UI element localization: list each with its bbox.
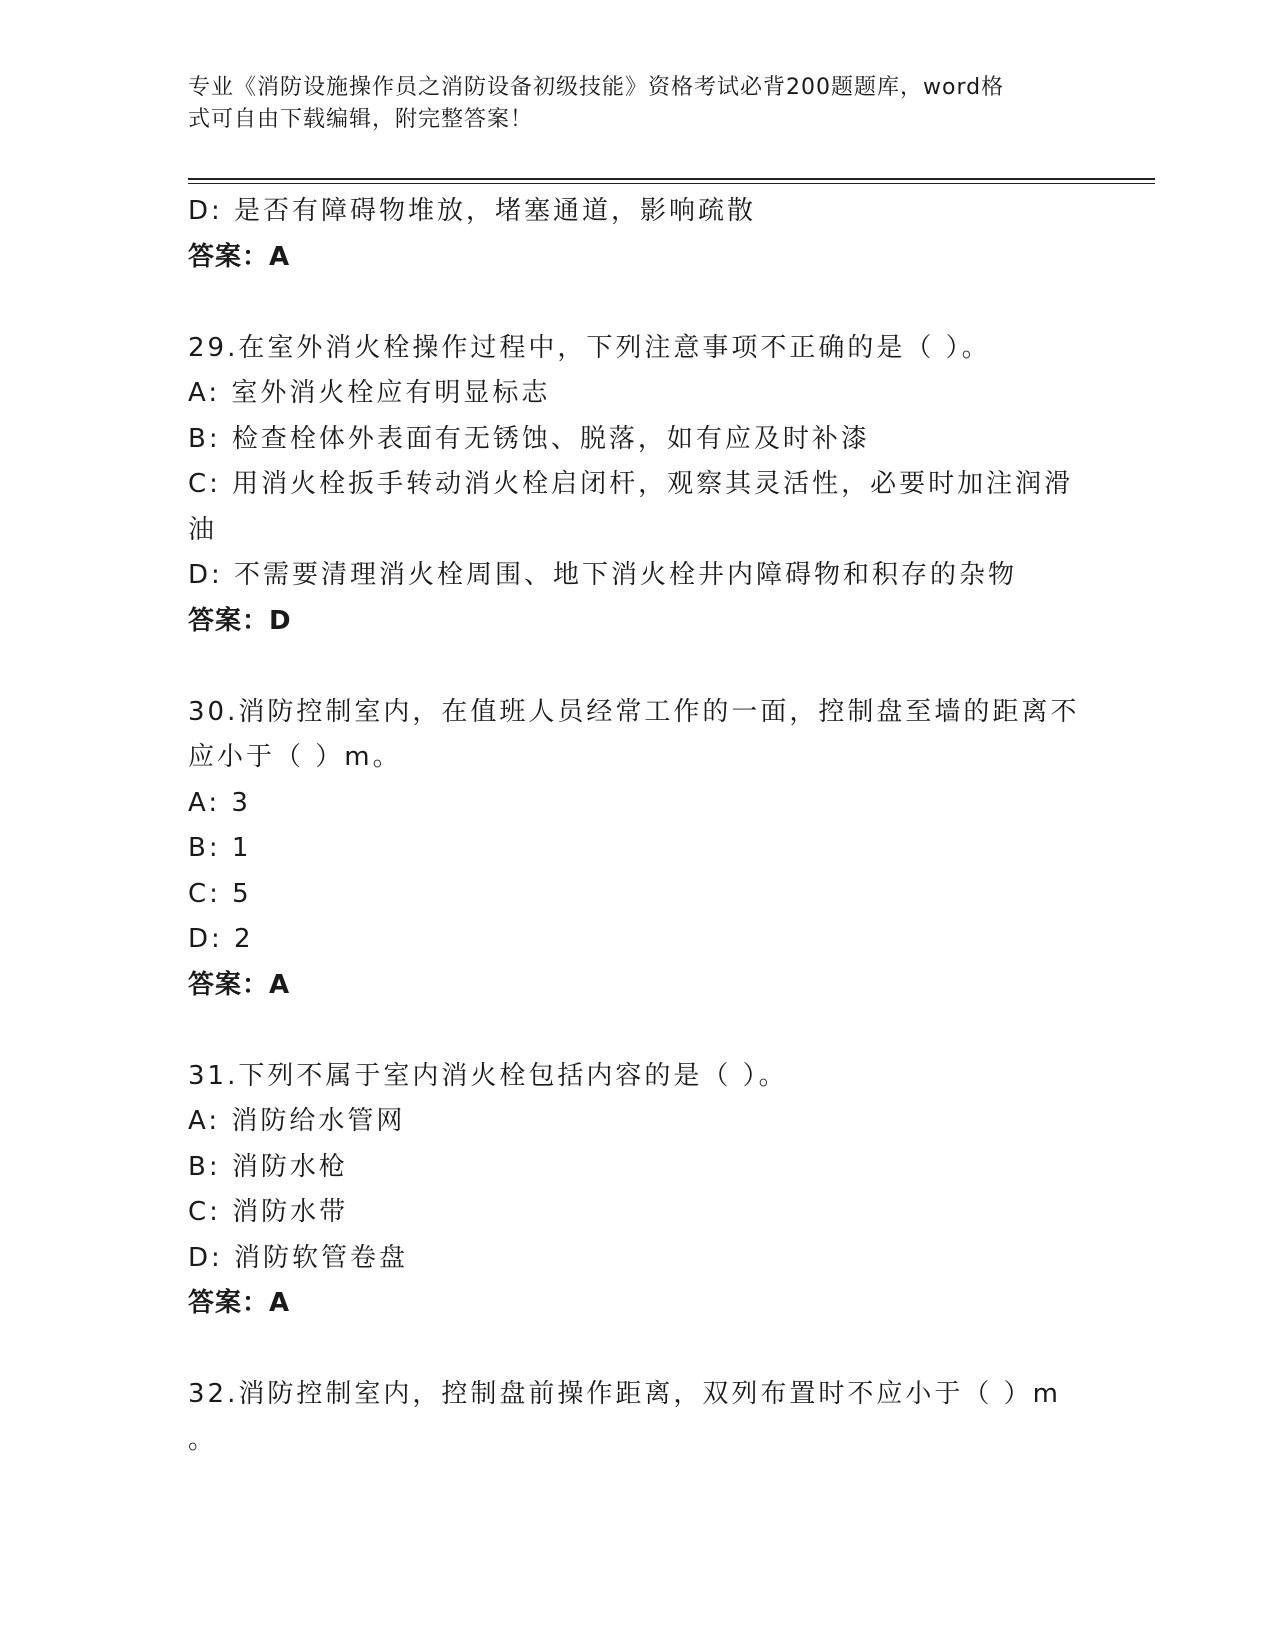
q31-stem: 31.下列不属于室内消火栓包括内容的是（ ）。: [188, 1060, 788, 1091]
q29-answer: 答案：D: [188, 605, 292, 636]
header-rule-thin: [188, 183, 1155, 184]
q31-option-b: B: 消防水枪: [188, 1151, 348, 1182]
q31-answer: 答案：A: [188, 1288, 291, 1318]
question-content: [188, 189, 1088, 1463]
prev-option-d: D: 是否有障碍物堆放，堵塞通道，影响疏散: [188, 196, 757, 226]
q30-option-a: A: 3: [188, 787, 251, 818]
document-header: [188, 72, 1068, 136]
q32-stem-cont: 。: [188, 1424, 218, 1455]
q30-stem-cont: 应小于（ ）m。: [188, 742, 402, 772]
q30-option-d: D: 2: [188, 924, 254, 954]
q30-option-b: B: 1: [188, 833, 252, 863]
header-rule-thick: [188, 178, 1155, 180]
q29-option-a: A: 室外消火栓应有明显标志: [188, 378, 551, 408]
spacer: [188, 644, 1088, 690]
spacer: [188, 280, 1088, 326]
q31-option-c: C: 消防水带: [188, 1197, 349, 1227]
prev-answer: 答案：A: [188, 241, 291, 272]
spacer: [188, 1008, 1088, 1054]
q29-option-b: B: 检查栓体外表面有无锈蚀、脱落，如有应及时补漆: [188, 423, 870, 454]
q31-option-a: A: 消防给水管网: [188, 1106, 406, 1136]
q30-option-c: C: 5: [188, 878, 252, 909]
q32-stem: 32.消防控制室内，控制盘前操作距离，双列布置时不应小于（ ）m: [188, 1379, 1061, 1409]
q31-option-d: D: 消防软管卷盘: [188, 1242, 409, 1273]
header-line-1: 专业《消防设施操作员之消防设备初级技能》资格考试必背200题题库，word格: [188, 75, 1005, 100]
spacer: [188, 1327, 1088, 1373]
header-line-2: 式可自由下载编辑，附完整答案！: [188, 107, 534, 132]
q29-stem: 29.在室外消火栓操作过程中，下列注意事项不正确的是（ ）。: [188, 332, 991, 363]
q29-option-d: D: 不需要清理消火栓周围、地下消火栓井内障碍物和积存的杂物: [188, 560, 1018, 590]
q29-option-c-cont: 油: [188, 514, 218, 545]
q30-answer: 答案：A: [188, 969, 291, 1000]
q30-stem: 30.消防控制室内，在值班人员经常工作的一面，控制盘至墙的距离不: [188, 696, 1080, 727]
q29-option-c: C: 用消火栓扳手转动消火栓启闭杆，观察其灵活性，必要时加注润滑: [188, 469, 1074, 499]
